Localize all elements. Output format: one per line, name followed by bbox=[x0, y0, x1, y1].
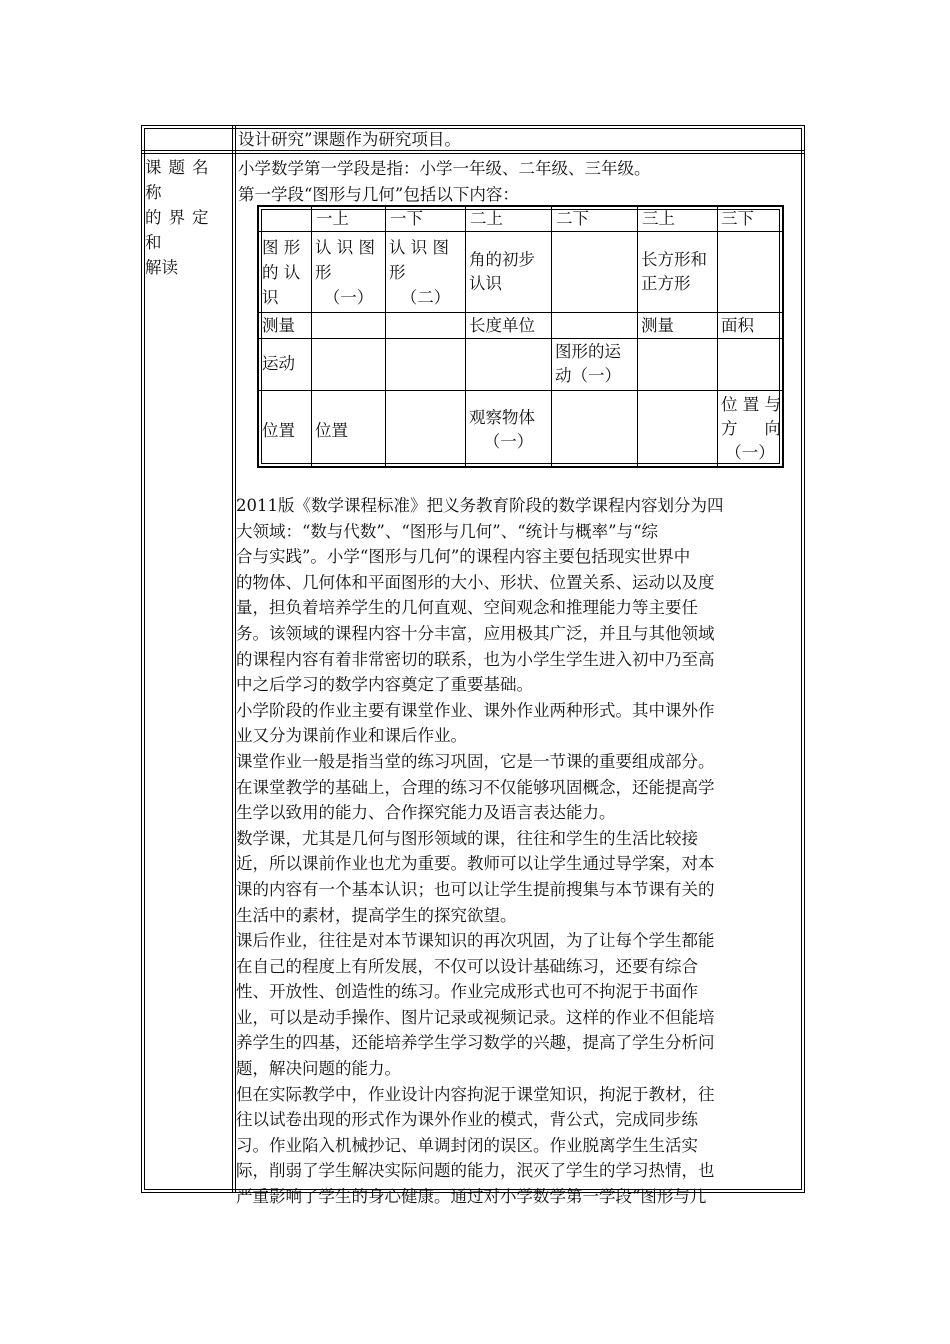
para-line: 但在实际教学中，作业设计内容拘泥于课堂知识，拘泥于教材，往 bbox=[236, 1084, 715, 1104]
para-line: 题，解决问题的能力。 bbox=[236, 1059, 401, 1079]
table-cell: 位置 bbox=[262, 421, 295, 440]
para-line: 数学课，尤其是几何与图形领域的课，往往和学生的生活比较接 bbox=[236, 828, 698, 848]
header-cell: 三下 bbox=[721, 209, 754, 228]
para-line: 课的内容有一个基本认识；也可以让学生提前搜集与本节课有关的 bbox=[236, 879, 715, 899]
table-cell: （一） bbox=[725, 443, 775, 462]
table-cell: 长度单位 bbox=[469, 316, 535, 335]
para-line: 务。该领域的课程内容十分丰富，应用极其广泛，并且与其他领域 bbox=[236, 623, 715, 643]
para-line: 2011版《数学课程标准》把义务教育阶段的数学课程内容划分为四 bbox=[236, 496, 724, 515]
table-cell: 认识 bbox=[469, 274, 502, 293]
para-line: 养学生的四基，还能培养学生学习数学的兴趣，提高了学生分析问 bbox=[236, 1033, 715, 1053]
table-cell: 动（一） bbox=[555, 366, 621, 385]
para-line: 在自己的程度上有所发展，不仅可以设计基础练习，还要有综合 bbox=[236, 956, 698, 976]
header-cell: 二上 bbox=[470, 209, 503, 228]
para-line: 严重影响了学生的身心健康。通过对小学数学第一学段“图形与几 bbox=[236, 1187, 707, 1207]
table-row-line bbox=[259, 231, 782, 232]
para-line: 课后作业，往往是对本节课知识的再次巩固，为了让每个学生都能 bbox=[236, 931, 715, 951]
para-line: 生活中的素材，提高学生的探究欲望。 bbox=[236, 905, 517, 925]
table-cell: 位置 bbox=[315, 421, 348, 440]
intro-line-1: 小学数学第一学段是指：小学一年级、二年级、三年级。 bbox=[238, 159, 651, 178]
table-cell: 认 识 图 bbox=[389, 238, 449, 257]
table-col-line bbox=[465, 207, 466, 466]
table-cell: （一） bbox=[323, 288, 374, 307]
table-row-line bbox=[259, 390, 782, 391]
row-label-line-1: 课题名称 bbox=[145, 158, 216, 202]
table-cell: 测量 bbox=[262, 316, 295, 335]
para-line: 合与实践”。小学“图形与几何”的课程内容主要包括现实世界中 bbox=[236, 547, 691, 567]
para-line: 课堂作业一般是指当堂的练习巩固，它是一节课的重要组成部分。 bbox=[236, 751, 715, 771]
para-line: 量，担负着培养学生的几何直观、空间观念和推理能力等主要任 bbox=[236, 598, 698, 618]
table-cell: 正方形 bbox=[641, 274, 691, 293]
table-cell: 的 认 bbox=[262, 263, 301, 282]
table-cell: （二） bbox=[400, 288, 451, 307]
table-cell: 位 置 与 bbox=[721, 395, 781, 414]
table-col-line bbox=[385, 207, 386, 466]
table-row-line bbox=[259, 312, 782, 313]
para-line: 的物体、几何体和平面图形的大小、形状、位置关系、运动以及度 bbox=[236, 572, 715, 592]
para-line: 业，可以是动手操作、图片记录或视频记录。这样的作业不但能培 bbox=[236, 1007, 715, 1027]
table-cell: 方 向 bbox=[721, 419, 781, 438]
table-row-line bbox=[259, 338, 782, 339]
table-cell: 形 bbox=[315, 263, 332, 282]
table-cell: 识 bbox=[262, 288, 279, 307]
table-col-line bbox=[637, 207, 638, 466]
table-cell: 角的初步 bbox=[469, 250, 535, 269]
table-cell: 长方形和 bbox=[641, 250, 707, 269]
para-line: 往以试卷出现的形式作为课外作业的模式，背公式，完成同步练 bbox=[236, 1110, 698, 1130]
para-line: 生学以致用的能力、合作探究能力及语言表达能力。 bbox=[236, 803, 616, 823]
header-cell: 二下 bbox=[556, 209, 589, 228]
table-cell: 图形的运 bbox=[555, 342, 621, 361]
column-divider bbox=[232, 126, 233, 1192]
para-line: 业又分为课前作业和课后作业。 bbox=[236, 726, 467, 746]
body-paragraphs bbox=[236, 493, 802, 1210]
para-line: 际，削弱了学生解决实际问题的能力，泯灭了学生的学习热情，也 bbox=[236, 1161, 715, 1181]
header-cell: 三上 bbox=[642, 209, 675, 228]
para-line: 习。作业陷入机械抄记、单调封闭的误区。作业脱离学生生活实 bbox=[236, 1135, 698, 1155]
table-cell: 观察物体 bbox=[469, 408, 535, 427]
table-col-line bbox=[551, 207, 552, 466]
para-line: 中之后学习的数学内容奠定了重要基础。 bbox=[236, 675, 533, 695]
para-line: 性、开放性、创造性的练习。作业完成形式也可不拘泥于书面作 bbox=[236, 982, 698, 1002]
table-col-line bbox=[311, 207, 312, 466]
header-cell: 一下 bbox=[390, 209, 423, 228]
table-cell: 图 形 bbox=[262, 238, 301, 257]
table-cell: 认 识 图 bbox=[315, 238, 375, 257]
table-col-line bbox=[717, 207, 718, 466]
table-cell: （一） bbox=[483, 432, 534, 451]
top-row-text: 设计研究”课题作为研究项目。 bbox=[238, 130, 461, 149]
row-label bbox=[145, 155, 232, 280]
para-line: 的课程内容有着非常密切的联系，也为小学生学生进入初中乃至高 bbox=[236, 649, 715, 669]
row-label-line-2: 的界定和 bbox=[145, 208, 216, 252]
row-divider-inner bbox=[142, 153, 804, 154]
table-cell: 测量 bbox=[641, 316, 674, 335]
table-cell: 运动 bbox=[262, 354, 295, 373]
para-line: 在课堂教学的基础上，合理的练习不仅能够巩固概念，还能提高学 bbox=[236, 777, 715, 797]
para-line: 大领域：“数与代数”、“图形与几何”、“统计与概率”与“综 bbox=[236, 521, 659, 541]
table-cell: 面积 bbox=[721, 316, 754, 335]
header-cell: 一上 bbox=[316, 209, 349, 228]
para-line: 近，所以课前作业也尤为重要。教师可以让学生通过导学案，对本 bbox=[236, 854, 715, 874]
intro-line-2: 第一学段“图形与几何”包括以下内容： bbox=[238, 185, 519, 204]
para-line: 小学阶段的作业主要有课堂作业、课外作业两种形式。其中课外作 bbox=[236, 700, 715, 720]
stage-content-table bbox=[257, 205, 784, 468]
row-label-line-3: 解读 bbox=[145, 258, 178, 277]
table-cell: 形 bbox=[389, 263, 406, 282]
main-table bbox=[141, 125, 805, 1207]
